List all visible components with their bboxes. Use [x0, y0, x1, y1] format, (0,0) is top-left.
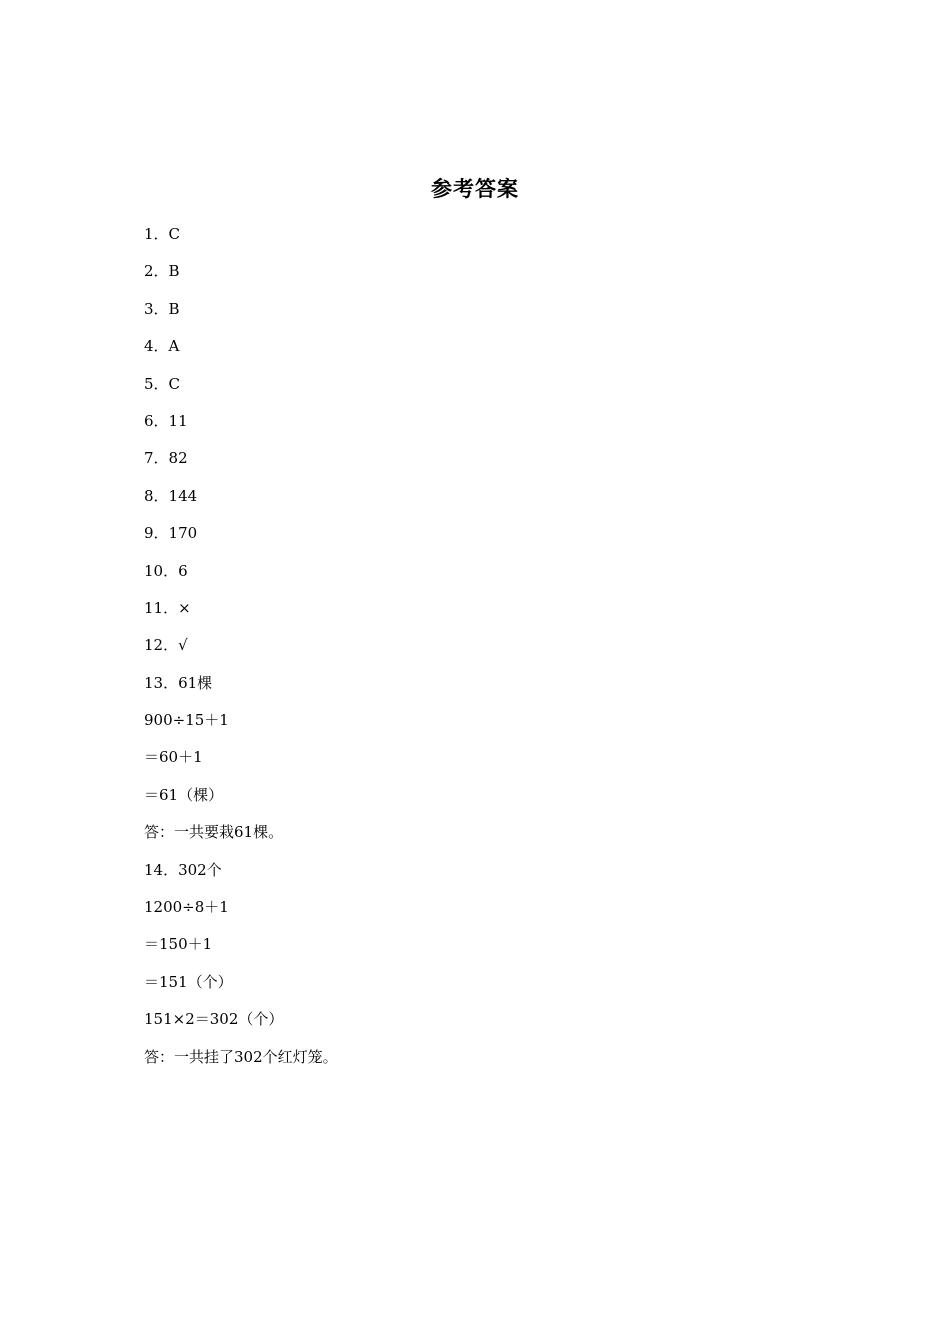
- calculation-line: 1200÷8＋1: [144, 898, 229, 917]
- calculation-line: ＝150＋1: [144, 935, 213, 954]
- calculation-line: ＝60＋1: [144, 748, 203, 767]
- answer-line: 3．B: [144, 299, 180, 318]
- answer-line: 9．170: [144, 524, 198, 543]
- answer-line: 7．82: [144, 449, 188, 468]
- answer-line: 11．×: [144, 598, 191, 617]
- page-title: 参考答案: [431, 177, 519, 201]
- answer-line: 13．61棵: [144, 673, 213, 692]
- answer-line: 14．302个: [144, 860, 222, 879]
- answer-line: 12．√: [144, 636, 188, 655]
- answer-line: 1．C: [144, 225, 181, 243]
- answer-statement: 答：一共挂了302个红灯笼。: [144, 1047, 338, 1066]
- answer-line: 4．A: [144, 337, 180, 356]
- answer-line: 10．6: [144, 561, 188, 580]
- calculation-line: 900÷15＋1: [144, 711, 229, 730]
- calculation-line: ＝61（棵）: [144, 785, 224, 804]
- answer-line: 2．B: [144, 262, 180, 281]
- answer-list: [144, 222, 844, 1082]
- answer-statement: 答：一共要栽61棵。: [144, 823, 284, 842]
- answer-line: 5．C: [144, 374, 181, 393]
- calculation-line: ＝151（个）: [144, 972, 233, 991]
- calculation-line: 151×2＝302（个）: [144, 1010, 284, 1029]
- answer-line: 8．144: [144, 486, 198, 505]
- answer-line: 6．11: [144, 411, 188, 430]
